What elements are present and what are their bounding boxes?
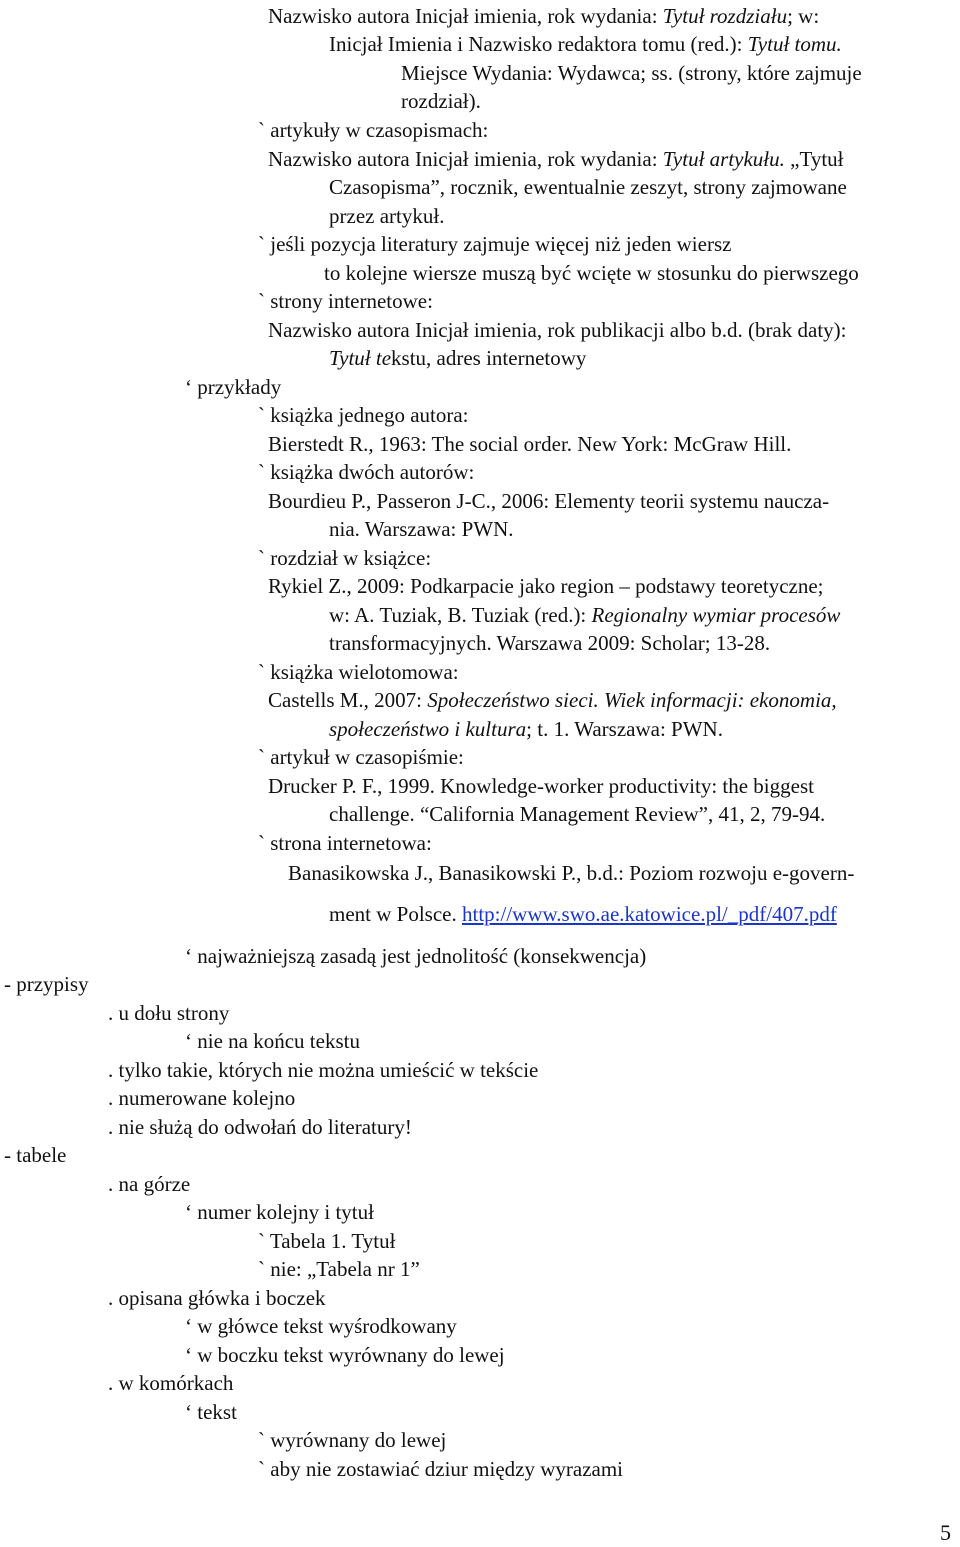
text-line: Czasopisma”, rocznik, ewentualnie zeszyt, strony zajmowane bbox=[329, 175, 847, 199]
text-line: Drucker P. F., 1999. Knowledge-worker productivity: the biggest bbox=[268, 774, 814, 798]
list-heading: ` książka dwóch autorów: bbox=[258, 460, 475, 484]
list-item: ‘ tekst bbox=[185, 1400, 237, 1424]
text-line: przez artykuł. bbox=[329, 204, 445, 228]
list-heading: ` rozdział w książce: bbox=[258, 546, 432, 570]
list-item: . u dołu strony bbox=[108, 1001, 230, 1025]
list-heading: ` artykuły w czasopismach: bbox=[258, 118, 489, 142]
list-heading: ` strony internetowe: bbox=[258, 289, 433, 313]
text-line: challenge. “California Management Review”, 41, 2, 79-94. bbox=[329, 802, 826, 826]
list-item: ` Tabela 1. Tytuł bbox=[258, 1229, 396, 1253]
text-line: Nazwisko autora Inicjał imienia, rok wydania: Tytuł rozdziału; w: bbox=[268, 4, 820, 28]
text-line: Rykiel Z., 2009: Podkarpacie jako region – podstawy teoretyczne; bbox=[268, 574, 824, 598]
list-item: . na górze bbox=[108, 1172, 191, 1196]
text-line: Inicjał Imienia i Nazwisko redaktora tomu (red.): Tytuł tomu. bbox=[329, 32, 842, 56]
list-heading: ` książka jednego autora: bbox=[258, 403, 469, 427]
text-line: to kolejne wiersze muszą być wcięte w stosunku do pierwszego bbox=[324, 261, 859, 285]
text-line: Miejsce Wydania: Wydawca; ss. (strony, które zajmuje bbox=[401, 61, 862, 85]
text-line: Banasikowska J., Banasikowski P., b.d.: Poziom rozwoju e-govern- bbox=[288, 861, 855, 885]
page-number: 5 bbox=[940, 1520, 951, 1545]
text-line: społeczeństwo i kultura; t. 1. Warszawa: PWN. bbox=[329, 717, 723, 741]
text-line: ment w Polsce. http://www.swo.ae.katowice.pl/_pdf/407.pdf bbox=[329, 902, 837, 926]
section-heading: - tabele bbox=[4, 1143, 67, 1167]
list-item: ‘ w boczku tekst wyrównany do lewej bbox=[185, 1343, 505, 1367]
list-item: ` jeśli pozycja literatury zajmuje więcej niż jeden wiersz bbox=[258, 232, 732, 256]
list-item: ‘ najważniejszą zasadą jest jednolitość (konsekwencja) bbox=[185, 944, 647, 968]
list-heading: ` książka wielotomowa: bbox=[258, 660, 459, 684]
list-item: ‘ numer kolejny i tytuł bbox=[185, 1200, 374, 1224]
text-line: Bierstedt R., 1963: The social order. New York: McGraw Hill. bbox=[268, 432, 792, 456]
list-item: ` nie: „Tabela nr 1” bbox=[258, 1257, 420, 1281]
text-line: w: A. Tuziak, B. Tuziak (red.): Regionalny wymiar procesów bbox=[329, 603, 841, 627]
text-line: Bourdieu P., Passeron J-C., 2006: Elementy teorii systemu naucza- bbox=[268, 489, 830, 513]
text-line: Nazwisko autora Inicjał imienia, rok publikacji albo b.d. (brak daty): bbox=[268, 318, 847, 342]
text-line: transformacyjnych. Warszawa 2009: Scholar; 13-28. bbox=[329, 631, 771, 655]
list-heading: ‘ przykłady bbox=[185, 375, 282, 399]
list-item: ‘ w główce tekst wyśrodkowany bbox=[185, 1314, 457, 1338]
list-heading: ` strona internetowa: bbox=[258, 831, 432, 855]
text-line: Nazwisko autora Inicjał imienia, rok wydania: Tytuł artykułu. „Tytuł bbox=[268, 147, 844, 171]
text-line: Tytuł tekstu, adres internetowy bbox=[329, 346, 587, 370]
text-line: Castells M., 2007: Społeczeństwo sieci. Wiek informacji: ekonomia, bbox=[268, 688, 837, 712]
list-item: . tylko takie, których nie można umieścić w tekście bbox=[108, 1058, 539, 1082]
url-link[interactable]: http://www.swo.ae.katowice.pl/_pdf/407.pdf bbox=[461, 902, 837, 926]
text-line: nia. Warszawa: PWN. bbox=[329, 517, 514, 541]
text-line: rozdział). bbox=[401, 89, 481, 113]
section-heading: - przypisy bbox=[4, 972, 89, 996]
list-item: . w komórkach bbox=[108, 1371, 234, 1395]
list-heading: ` artykuł w czasopiśmie: bbox=[258, 745, 464, 769]
list-item: ` wyrównany do lewej bbox=[258, 1428, 447, 1452]
list-item: ‘ nie na końcu tekstu bbox=[185, 1029, 360, 1053]
list-item: . nie służą do odwołań do literatury! bbox=[108, 1115, 412, 1139]
list-item: ` aby nie zostawiać dziur między wyrazami bbox=[258, 1457, 624, 1481]
list-item: . opisana główka i boczek bbox=[108, 1286, 326, 1310]
list-item: . numerowane kolejno bbox=[108, 1086, 296, 1110]
